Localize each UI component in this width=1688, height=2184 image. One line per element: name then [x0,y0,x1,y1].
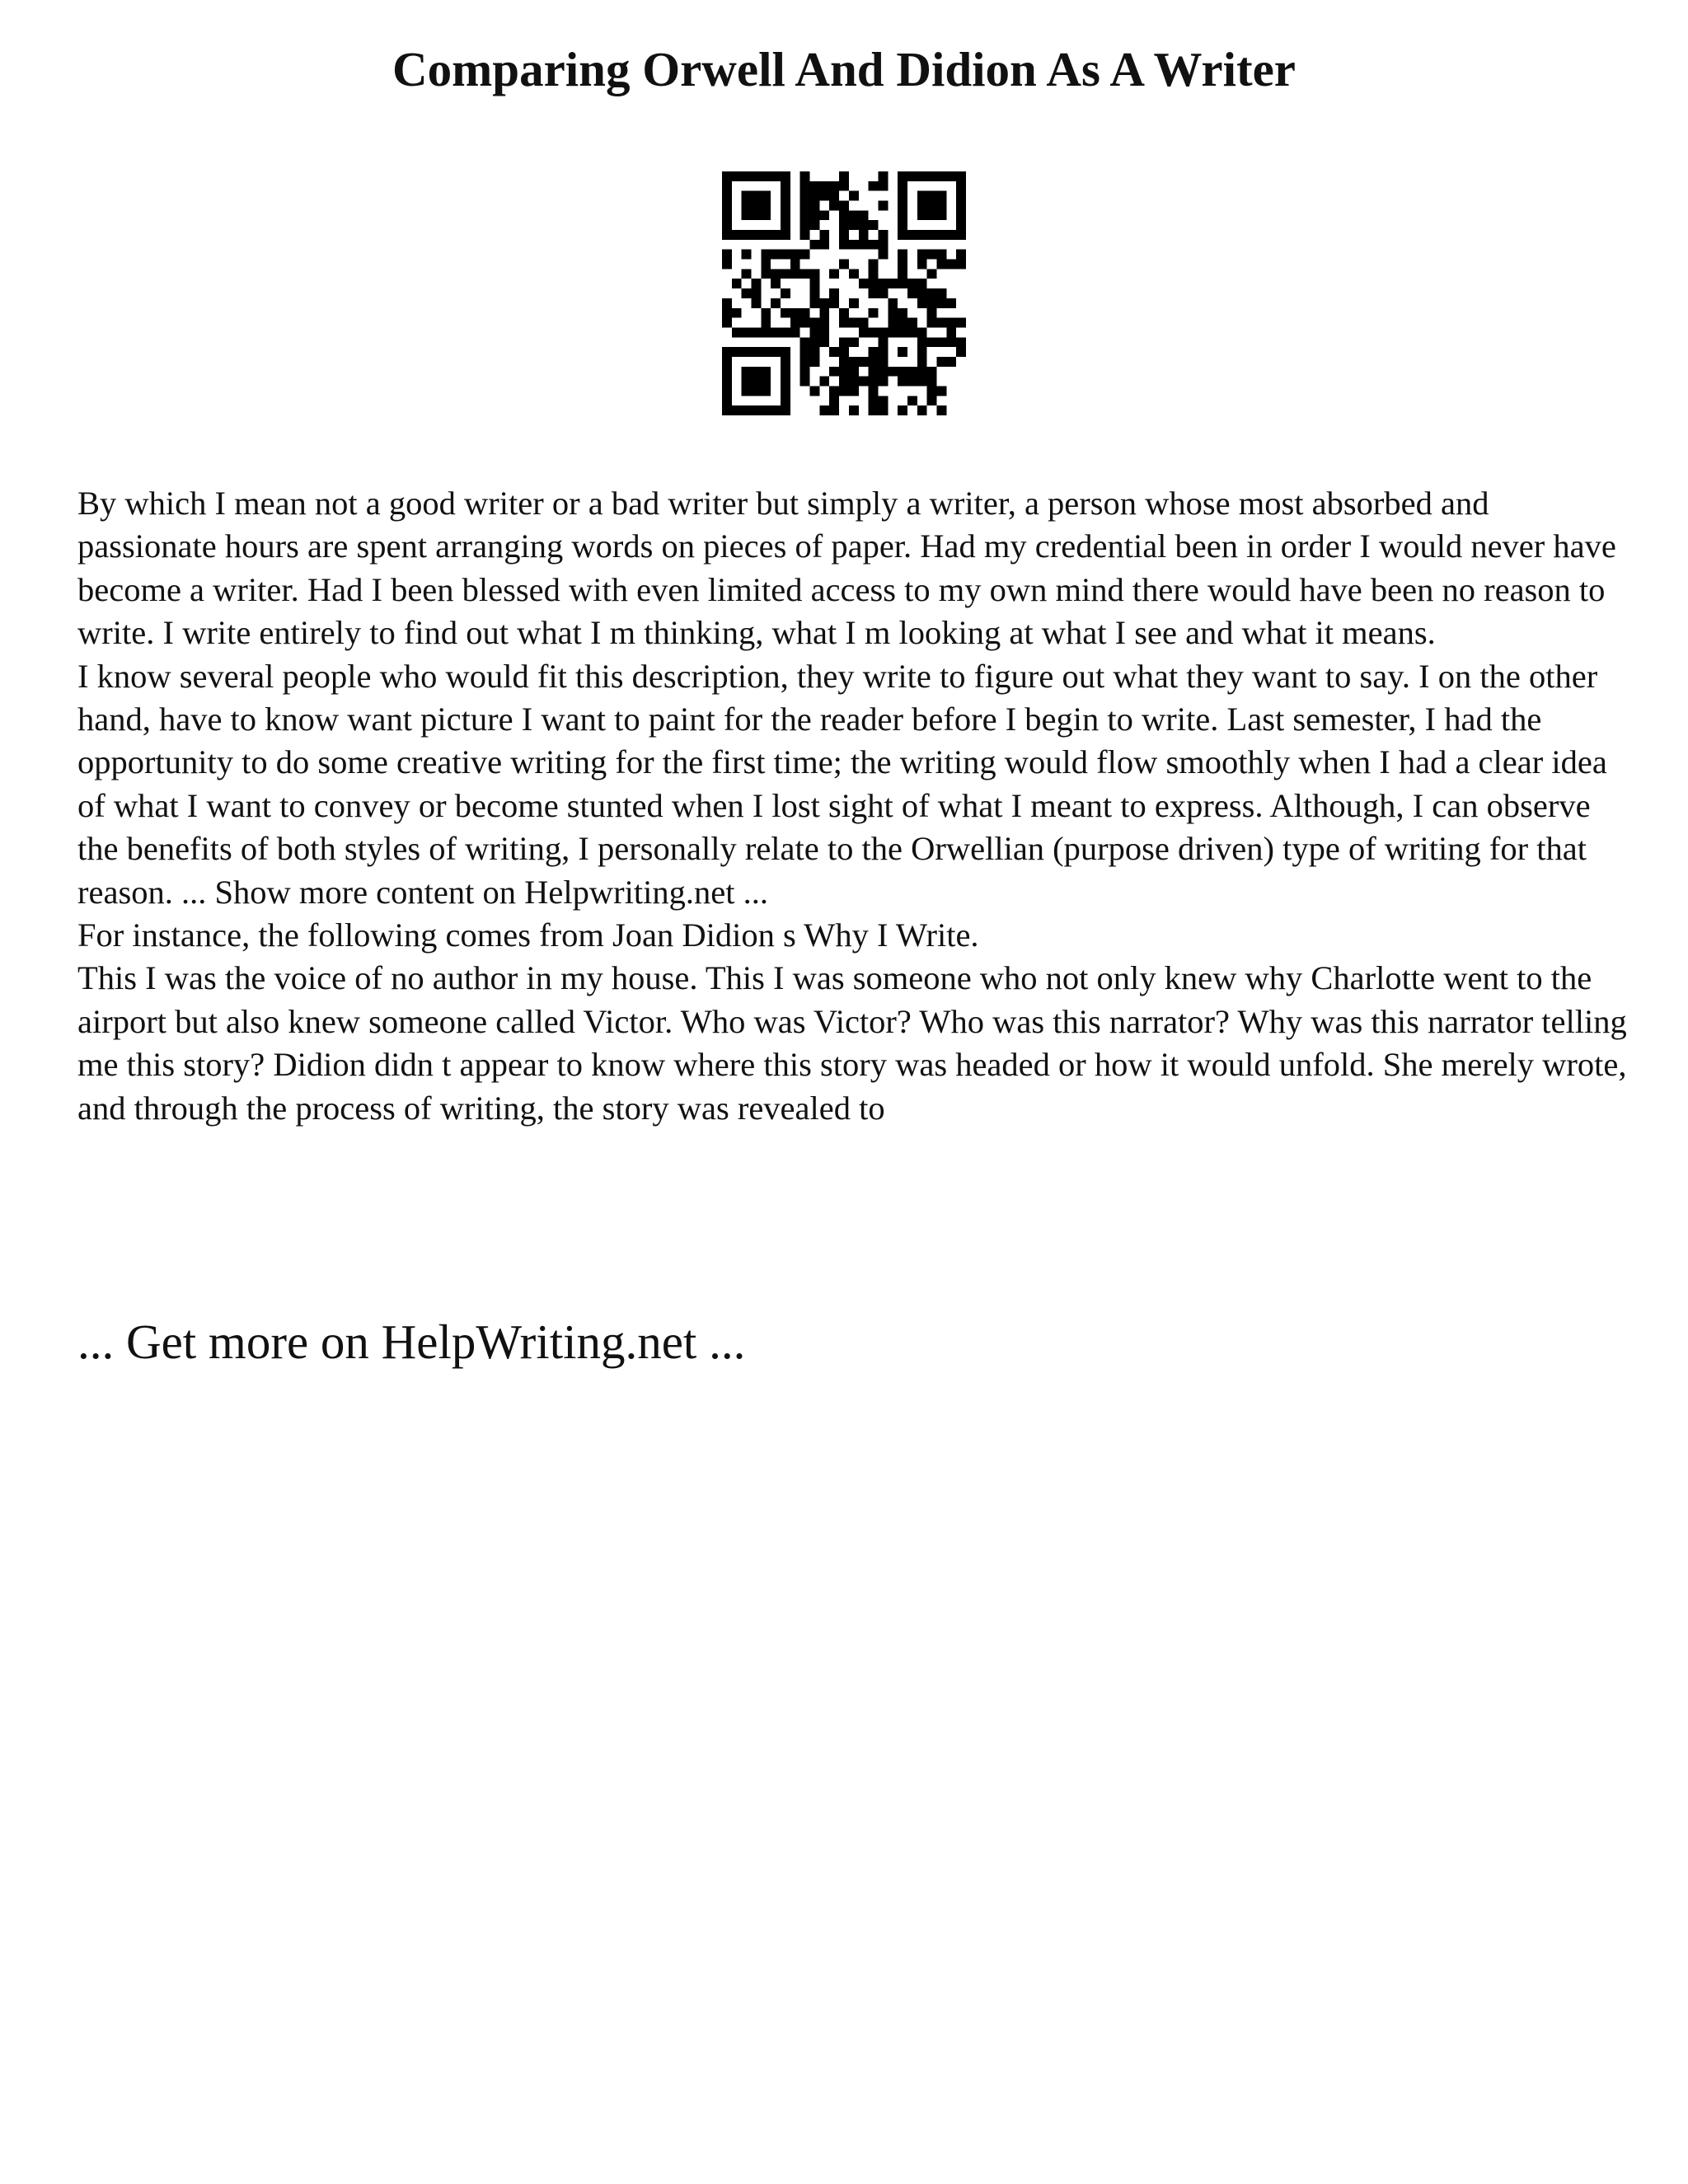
paragraph: By which I mean not a good writer or a bad writer but simply a writer, a person whose most absorbed and passionate hours are spent arranging words on pieces of paper. Had my credential been in order I would never have become a writer. Had I been blessed with even limited access to my own mind there would have been no reason to write. I write entirely to find out what I m thinking, what I m looking at what I see and what it means. [77,485,1616,652]
paragraph: For instance, the following comes from Joan Didion s Why I Write. [77,916,979,954]
paragraph: This I was the voice of no author in my house. This I was someone who not only knew why Charlotte went to the airport but also knew someone called Victor. Who was Victor? Who was this narrator? Why was this narrator telling me this story? Didion didn t appear to know where this story was headed or how it would unfold. She merely wrote, and through the process of writing, the story was revealed to [77,959,1627,1127]
get-more-link[interactable]: ... Get more on HelpWriting.net ... [77,1315,746,1369]
qr-code-icon[interactable] [722,171,966,415]
document-title: Comparing Orwell And Didion As A Writer [392,42,1296,96]
article-body [77,482,1627,1130]
paragraph: I know several people who would fit this description, they write to figure out what they want to say. I on the other hand, have to know want picture I want to paint for the reader before I begin to write. Last semester, I had the opportunity to do some creative writing for the first time; the writing would flow smoothly when I had a clear idea of what I want to convey or become stunted when I lost sight of what I meant to express. Although, I can observe the benefits of both styles of writing, I personally relate to the Orwellian (purpose driven) type of writing for that reason. ... Show more content on Helpwriting.net ... [77,657,1607,911]
